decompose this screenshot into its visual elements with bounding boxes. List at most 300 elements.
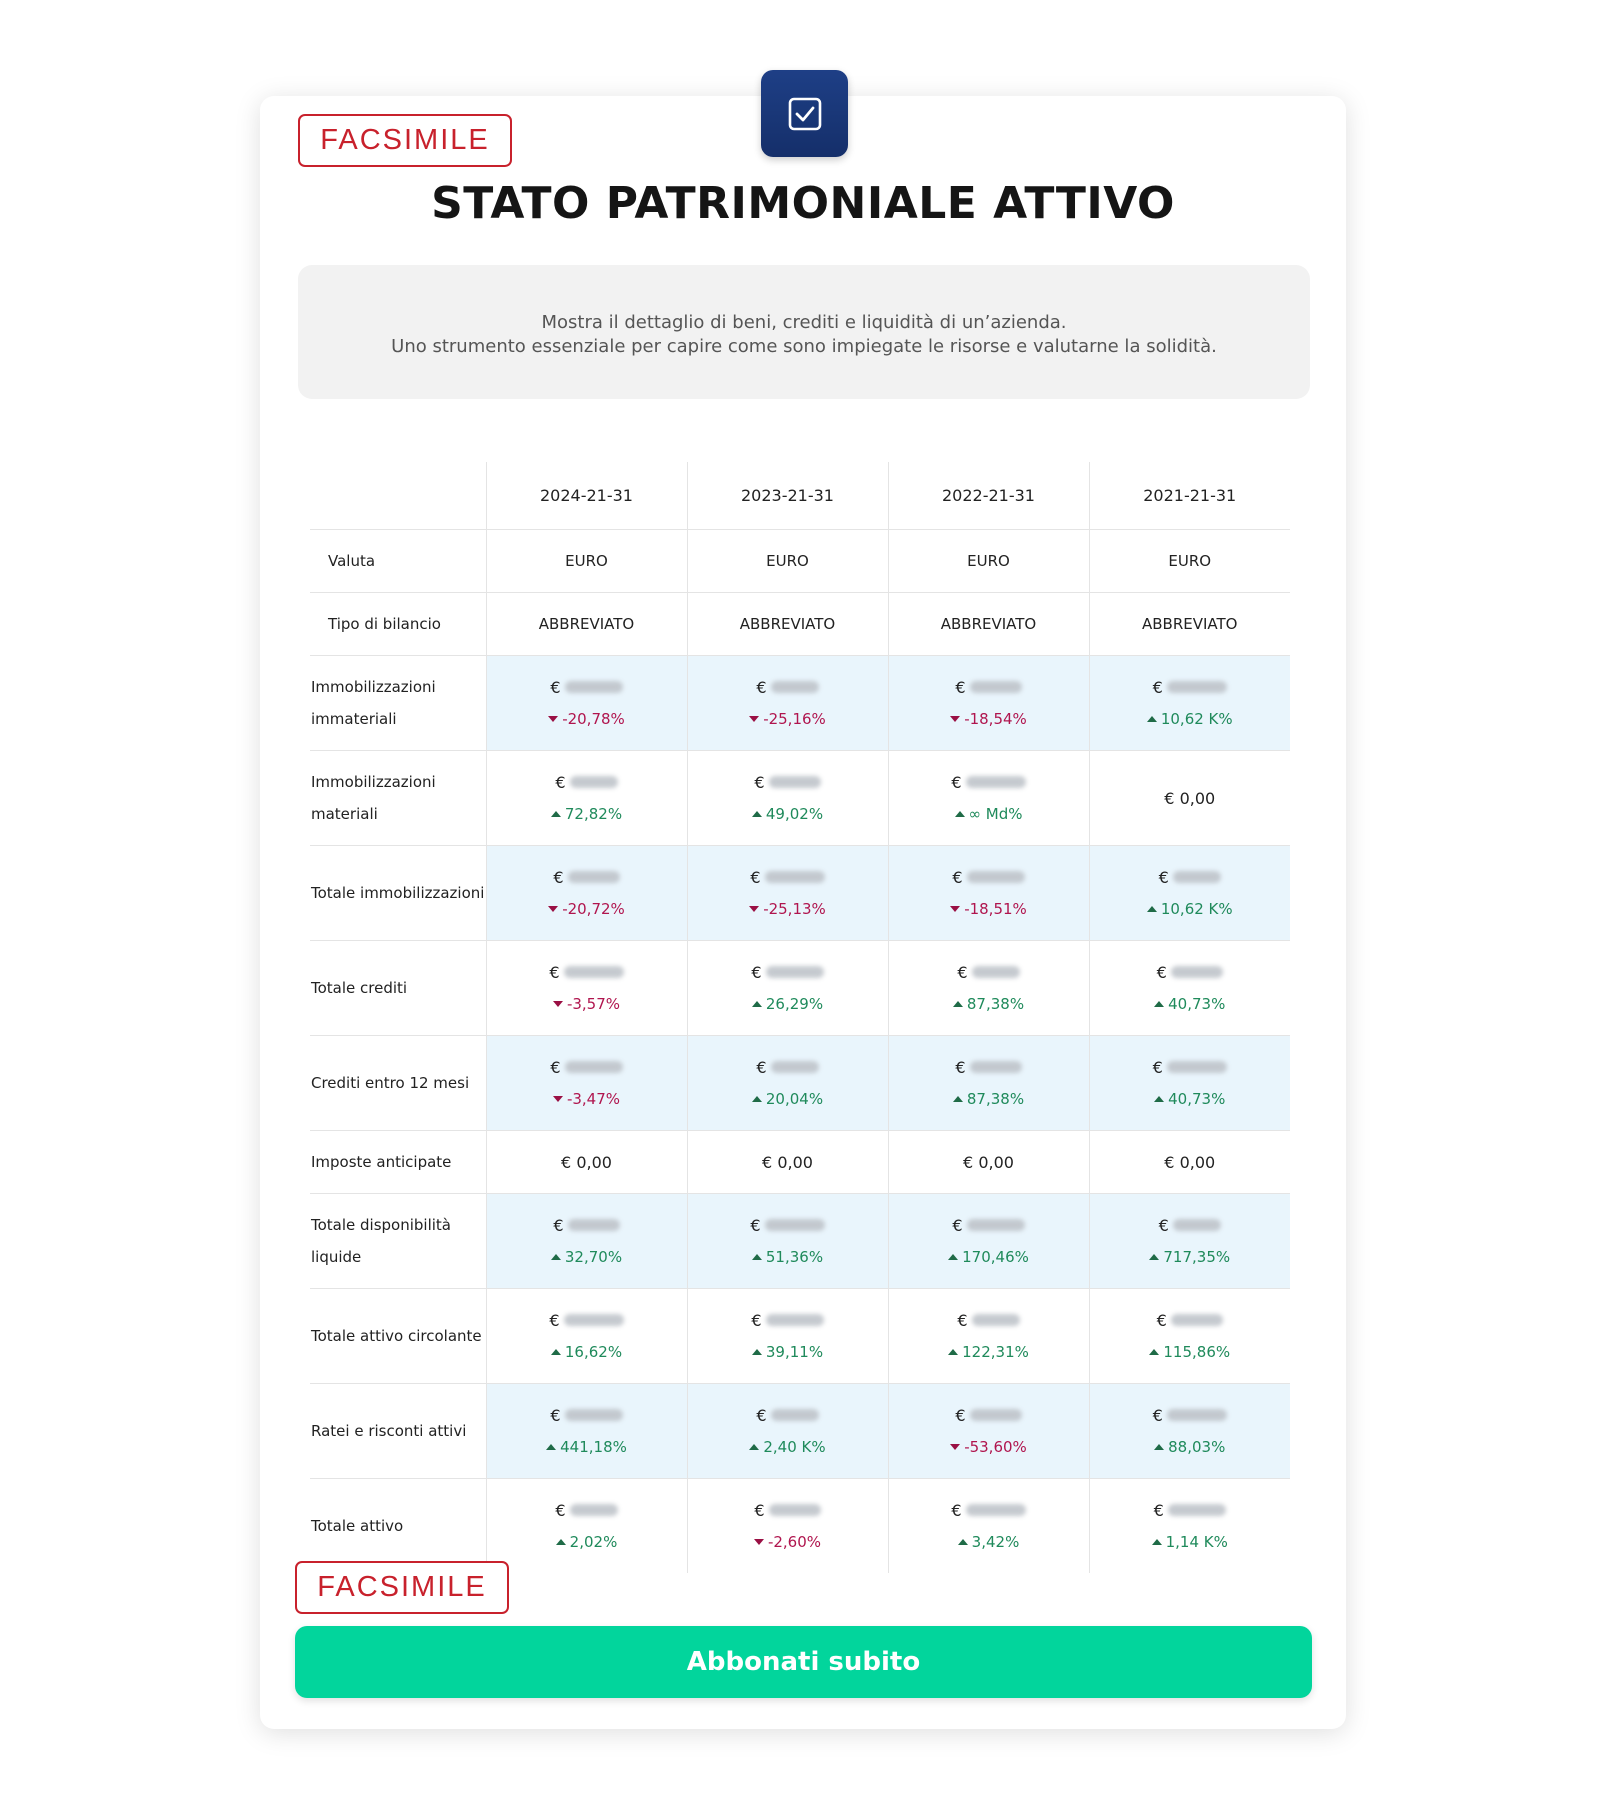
- trend-up-icon: [1149, 1349, 1159, 1355]
- row-label: Immobilizzazioni materiali: [310, 751, 486, 846]
- amount-value: € 0,00: [561, 1152, 612, 1172]
- blurred-amount: [568, 871, 620, 883]
- value-cell: [1089, 941, 1290, 1036]
- change-value: -20,78%: [562, 710, 625, 728]
- row-label: Ratei e risconti attivi: [310, 1384, 486, 1479]
- amount-value: €: [550, 677, 561, 697]
- value-cell: [486, 1479, 687, 1574]
- amount-value: €: [751, 1310, 762, 1330]
- amount: [689, 1494, 887, 1526]
- amount-value: €: [955, 1057, 966, 1077]
- value-cell: [1089, 1384, 1290, 1479]
- trend-down-icon: [553, 1096, 563, 1102]
- amount: [689, 671, 887, 703]
- blurred-amount: [1171, 1314, 1223, 1326]
- balance-table: [310, 462, 1278, 1573]
- change-value: 3,42%: [971, 1533, 1020, 1551]
- value-cell: [486, 751, 687, 846]
- trend-down-icon: [548, 716, 558, 722]
- amount-value: €: [1156, 1310, 1167, 1330]
- amount-value: €: [955, 677, 966, 697]
- amount: [488, 1051, 686, 1083]
- amount-value: €: [754, 1500, 765, 1520]
- value-cell: [888, 656, 1089, 751]
- change-percent: [488, 1241, 686, 1273]
- change-value: -53,60%: [964, 1438, 1027, 1456]
- blurred-amount: [565, 1409, 623, 1421]
- change-percent: [488, 798, 686, 830]
- value-cell: [888, 941, 1089, 1036]
- change-percent: [689, 1526, 887, 1558]
- amount-value: € 0,00: [1164, 788, 1216, 808]
- change-percent: [890, 1526, 1088, 1558]
- change-percent: [488, 1431, 686, 1463]
- table-row: [310, 1289, 1290, 1384]
- amount: [890, 1146, 1088, 1178]
- amount-value: €: [1152, 677, 1163, 697]
- blurred-amount: [1168, 1504, 1226, 1516]
- row-label: Totale attivo circolante: [310, 1289, 486, 1384]
- change-percent: [689, 798, 887, 830]
- column-header-year: 2022-21-31: [888, 462, 1089, 530]
- change-value: 40,73%: [1168, 995, 1226, 1013]
- change-value: 49,02%: [765, 805, 824, 823]
- trend-down-icon: [749, 906, 759, 912]
- table-row: [310, 1384, 1290, 1479]
- trend-down-icon: [950, 1444, 960, 1450]
- column-header-year: 2024-21-31: [486, 462, 687, 530]
- value-cell: [687, 1131, 888, 1194]
- blurred-amount: [769, 776, 821, 788]
- change-percent: [488, 1526, 686, 1558]
- change-percent: [488, 1083, 686, 1115]
- value-cell: [1089, 1289, 1290, 1384]
- table-row: [310, 941, 1290, 1036]
- amount: [689, 1146, 887, 1178]
- amount-value: €: [1153, 1500, 1164, 1520]
- meta-cell: ABBREVIATO: [486, 593, 687, 656]
- trend-up-icon: [1154, 1444, 1164, 1450]
- amount-value: €: [756, 1057, 767, 1077]
- change-percent: [1091, 1083, 1290, 1115]
- change-percent: [1091, 1336, 1290, 1368]
- row-label: Immobilizzazioni immateriali: [310, 656, 486, 751]
- change-value: 122,31%: [962, 1343, 1029, 1361]
- blurred-amount: [771, 1061, 819, 1073]
- table-row: [310, 751, 1290, 846]
- trend-up-icon: [752, 1254, 762, 1260]
- trend-up-icon: [1154, 1001, 1164, 1007]
- facsimile-stamp-top: FACSIMILE: [298, 114, 512, 167]
- row-label: Valuta: [310, 530, 486, 593]
- amount-value: €: [1158, 1215, 1169, 1235]
- value-cell: [486, 1289, 687, 1384]
- change-value: 20,04%: [765, 1090, 824, 1108]
- amount: [689, 1304, 887, 1336]
- blurred-amount: [966, 776, 1026, 788]
- value-cell: [486, 846, 687, 941]
- change-value: -18,54%: [964, 710, 1027, 728]
- change-value: -2,60%: [767, 1533, 822, 1551]
- meta-cell: ABBREVIATO: [687, 593, 888, 656]
- value-cell: [687, 656, 888, 751]
- meta-cell: ABBREVIATO: [888, 593, 1089, 656]
- blurred-amount: [570, 776, 618, 788]
- blurred-amount: [970, 1061, 1022, 1073]
- value-cell: [486, 1036, 687, 1131]
- amount-value: € 0,00: [963, 1152, 1014, 1172]
- trend-up-icon: [948, 1349, 958, 1355]
- blurred-amount: [565, 1061, 623, 1073]
- amount-value: €: [951, 772, 962, 792]
- amount: [488, 671, 686, 703]
- amount-value: €: [555, 1500, 566, 1520]
- table-row: [310, 1036, 1290, 1131]
- trend-up-icon: [1152, 1539, 1162, 1545]
- trend-up-icon: [551, 1254, 561, 1260]
- trend-up-icon: [955, 811, 965, 817]
- trend-down-icon: [950, 906, 960, 912]
- amount-value: €: [549, 1310, 560, 1330]
- change-percent: [890, 893, 1088, 925]
- meta-cell: EURO: [486, 530, 687, 593]
- blurred-amount: [1171, 966, 1223, 978]
- row-label: Totale immobilizzazioni: [310, 846, 486, 941]
- table-row: [310, 656, 1290, 751]
- amount-value: €: [957, 962, 968, 982]
- value-cell: [888, 846, 1089, 941]
- trend-up-icon: [752, 1096, 762, 1102]
- blurred-amount: [972, 966, 1020, 978]
- amount-value: €: [549, 962, 560, 982]
- column-header-year: 2021-21-31: [1089, 462, 1290, 530]
- change-value: 72,82%: [564, 805, 623, 823]
- trend-down-icon: [749, 716, 759, 722]
- blurred-amount: [967, 871, 1025, 883]
- value-cell: [1089, 1131, 1290, 1194]
- change-percent: [689, 1241, 887, 1273]
- amount: [890, 1209, 1088, 1241]
- value-cell: [888, 1479, 1089, 1574]
- change-value: 87,38%: [966, 1090, 1025, 1108]
- amount: [488, 766, 686, 798]
- blurred-amount: [1167, 1409, 1227, 1421]
- amount: [488, 861, 686, 893]
- change-value: -25,16%: [763, 710, 826, 728]
- meta-cell: EURO: [687, 530, 888, 593]
- trend-down-icon: [950, 716, 960, 722]
- value-cell: [687, 846, 888, 941]
- description-line-2: Uno strumento essenziale per capire come sono impiegate le risorse e valutarne la solidità.: [391, 336, 1217, 357]
- row-label: Totale disponibilità liquide: [310, 1194, 486, 1289]
- change-value: 88,03%: [1168, 1438, 1226, 1456]
- amount: [488, 1146, 686, 1178]
- amount-value: €: [952, 1215, 963, 1235]
- trend-up-icon: [953, 1096, 963, 1102]
- change-percent: [890, 1431, 1088, 1463]
- meta-cell: EURO: [1089, 530, 1290, 593]
- amount: [1091, 956, 1290, 988]
- trend-up-icon: [752, 1349, 762, 1355]
- blurred-amount: [766, 966, 824, 978]
- trend-up-icon: [551, 811, 561, 817]
- blurred-amount: [1173, 1219, 1221, 1231]
- amount-value: € 0,00: [762, 1152, 813, 1172]
- value-cell: [888, 1036, 1089, 1131]
- amount-value: €: [550, 1057, 561, 1077]
- change-value: 2,40 K%: [763, 1438, 826, 1456]
- value-cell: [687, 1036, 888, 1131]
- amount: [1091, 1146, 1290, 1178]
- trend-up-icon: [1149, 1254, 1159, 1260]
- trend-up-icon: [1147, 906, 1157, 912]
- change-percent: [488, 893, 686, 925]
- amount: [1091, 1304, 1290, 1336]
- change-percent: [890, 1241, 1088, 1273]
- amount-value: €: [555, 772, 566, 792]
- amount: [488, 956, 686, 988]
- amount: [488, 1399, 686, 1431]
- amount-value: €: [750, 1215, 761, 1235]
- amount-value: €: [751, 962, 762, 982]
- amount-value: €: [1158, 867, 1169, 887]
- change-value: -20,72%: [562, 900, 625, 918]
- amount: [689, 861, 887, 893]
- trend-up-icon: [551, 1349, 561, 1355]
- amount: [1091, 1494, 1290, 1526]
- change-percent: [890, 1336, 1088, 1368]
- amount: [890, 1051, 1088, 1083]
- blurred-amount: [769, 1504, 821, 1516]
- facsimile-stamp-bottom: FACSIMILE: [295, 1561, 509, 1614]
- trend-up-icon: [1154, 1096, 1164, 1102]
- change-value: 2,02%: [569, 1533, 618, 1551]
- change-percent: [890, 1083, 1088, 1115]
- blurred-amount: [765, 871, 825, 883]
- blurred-amount: [564, 1314, 624, 1326]
- amount-value: €: [952, 867, 963, 887]
- change-value: 87,38%: [966, 995, 1025, 1013]
- blurred-amount: [771, 681, 819, 693]
- value-cell: [687, 1479, 888, 1574]
- blurred-amount: [970, 1409, 1022, 1421]
- amount: [890, 1304, 1088, 1336]
- amount: [689, 956, 887, 988]
- blurred-amount: [1173, 871, 1221, 883]
- value-cell: [888, 1194, 1089, 1289]
- value-cell: [486, 656, 687, 751]
- change-percent: [890, 703, 1088, 735]
- amount: [689, 1399, 887, 1431]
- amount: [689, 766, 887, 798]
- amount: [1091, 782, 1290, 814]
- amount: [890, 861, 1088, 893]
- trend-down-icon: [553, 1001, 563, 1007]
- table-row: [310, 846, 1290, 941]
- amount: [488, 1209, 686, 1241]
- value-cell: [687, 1289, 888, 1384]
- table-meta-row: [310, 530, 1290, 593]
- blurred-amount: [966, 1504, 1026, 1516]
- change-value: 10,62 K%: [1160, 710, 1233, 728]
- value-cell: [687, 1194, 888, 1289]
- amount-value: €: [550, 1405, 561, 1425]
- change-value: 1,14 K%: [1165, 1533, 1228, 1551]
- trend-down-icon: [754, 1539, 764, 1545]
- change-value: 51,36%: [765, 1248, 824, 1266]
- subscribe-button[interactable]: Abbonati subito: [295, 1626, 1312, 1698]
- table-row: [310, 1194, 1290, 1289]
- change-percent: [488, 703, 686, 735]
- blurred-amount: [570, 1504, 618, 1516]
- change-percent: [1091, 893, 1290, 925]
- table-header-row: [310, 462, 1290, 530]
- change-percent: [1091, 703, 1290, 735]
- amount: [488, 1304, 686, 1336]
- row-label: Totale crediti: [310, 941, 486, 1036]
- amount: [890, 766, 1088, 798]
- value-cell: [1089, 751, 1290, 846]
- trend-up-icon: [953, 1001, 963, 1007]
- amount-value: €: [750, 867, 761, 887]
- change-value: 717,35%: [1163, 1248, 1231, 1266]
- row-label: Imposte anticipate: [310, 1131, 486, 1194]
- row-label: Crediti entro 12 mesi: [310, 1036, 486, 1131]
- change-value: -18,51%: [964, 900, 1027, 918]
- change-percent: [890, 798, 1088, 830]
- amount: [1091, 671, 1290, 703]
- value-cell: [1089, 656, 1290, 751]
- value-cell: [1089, 1036, 1290, 1131]
- blurred-amount: [970, 681, 1022, 693]
- change-value: 40,73%: [1168, 1090, 1226, 1108]
- amount: [488, 1494, 686, 1526]
- blurred-amount: [1167, 681, 1227, 693]
- amount-value: €: [1152, 1405, 1163, 1425]
- trend-up-icon: [752, 1001, 762, 1007]
- change-value: 10,62 K%: [1160, 900, 1233, 918]
- blurred-amount: [565, 681, 623, 693]
- column-header-year: 2023-21-31: [687, 462, 888, 530]
- amount: [890, 1399, 1088, 1431]
- change-percent: [689, 1336, 887, 1368]
- amount-value: €: [756, 1405, 767, 1425]
- change-percent: [689, 1083, 887, 1115]
- change-percent: [689, 703, 887, 735]
- amount-value: €: [754, 772, 765, 792]
- value-cell: [687, 751, 888, 846]
- change-value: 39,11%: [765, 1343, 824, 1361]
- change-percent: [488, 1336, 686, 1368]
- amount: [1091, 1399, 1290, 1431]
- amount: [1091, 1209, 1290, 1241]
- value-cell: [1089, 1194, 1290, 1289]
- change-value: 170,46%: [962, 1248, 1029, 1266]
- amount: [890, 1494, 1088, 1526]
- amount-value: €: [1152, 1057, 1163, 1077]
- change-value: ∞ Md%: [968, 805, 1023, 823]
- trend-up-icon: [546, 1444, 556, 1450]
- description-line-1: Mostra il dettaglio di beni, crediti e liquidità di un’azienda.: [541, 312, 1067, 333]
- amount: [890, 956, 1088, 988]
- amount-value: €: [553, 867, 564, 887]
- change-value: -3,47%: [566, 1090, 621, 1108]
- change-percent: [1091, 1526, 1290, 1558]
- description-box: [298, 265, 1310, 399]
- value-cell: [687, 941, 888, 1036]
- trend-up-icon: [752, 811, 762, 817]
- amount-value: €: [756, 677, 767, 697]
- value-cell: [1089, 846, 1290, 941]
- value-cell: [486, 1384, 687, 1479]
- table-meta-row: [310, 593, 1290, 656]
- row-label: Tipo di bilancio: [310, 593, 486, 656]
- blurred-amount: [771, 1409, 819, 1421]
- value-cell: [1089, 1479, 1290, 1574]
- change-value: -3,57%: [566, 995, 621, 1013]
- change-percent: [689, 893, 887, 925]
- change-value: 16,62%: [564, 1343, 623, 1361]
- amount: [689, 1051, 887, 1083]
- blurred-amount: [967, 1219, 1025, 1231]
- amount-value: €: [955, 1405, 966, 1425]
- change-percent: [1091, 1431, 1290, 1463]
- trend-down-icon: [548, 906, 558, 912]
- amount-value: €: [1156, 962, 1167, 982]
- blurred-amount: [972, 1314, 1020, 1326]
- blurred-amount: [564, 966, 624, 978]
- amount: [890, 671, 1088, 703]
- trend-up-icon: [958, 1539, 968, 1545]
- value-cell: [888, 751, 1089, 846]
- value-cell: [888, 1384, 1089, 1479]
- amount: [1091, 1051, 1290, 1083]
- header-corner: [310, 462, 486, 530]
- value-cell: [687, 1384, 888, 1479]
- amount: [1091, 861, 1290, 893]
- amount-value: €: [553, 1215, 564, 1235]
- blurred-amount: [766, 1314, 824, 1326]
- meta-cell: EURO: [888, 530, 1089, 593]
- change-value: 115,86%: [1163, 1343, 1231, 1361]
- amount-value: € 0,00: [1164, 1152, 1216, 1172]
- value-cell: [486, 1194, 687, 1289]
- trend-up-icon: [749, 1444, 759, 1450]
- amount-value: €: [957, 1310, 968, 1330]
- trend-up-icon: [1147, 716, 1157, 722]
- value-cell: [486, 1131, 687, 1194]
- blurred-amount: [568, 1219, 620, 1231]
- value-cell: [888, 1289, 1089, 1384]
- table-row: [310, 1479, 1290, 1574]
- table-row: [310, 1131, 1290, 1194]
- change-percent: [1091, 1241, 1290, 1273]
- change-percent: [488, 988, 686, 1020]
- meta-cell: ABBREVIATO: [1089, 593, 1290, 656]
- trend-up-icon: [556, 1539, 566, 1545]
- value-cell: [888, 1131, 1089, 1194]
- change-value: 26,29%: [765, 995, 824, 1013]
- blurred-amount: [765, 1219, 825, 1231]
- change-percent: [890, 988, 1088, 1020]
- checkbox-checked-icon: [761, 70, 848, 157]
- value-cell: [486, 941, 687, 1036]
- amount-value: €: [951, 1500, 962, 1520]
- blurred-amount: [1167, 1061, 1227, 1073]
- change-value: -25,13%: [763, 900, 826, 918]
- change-percent: [689, 988, 887, 1020]
- change-value: 441,18%: [560, 1438, 627, 1456]
